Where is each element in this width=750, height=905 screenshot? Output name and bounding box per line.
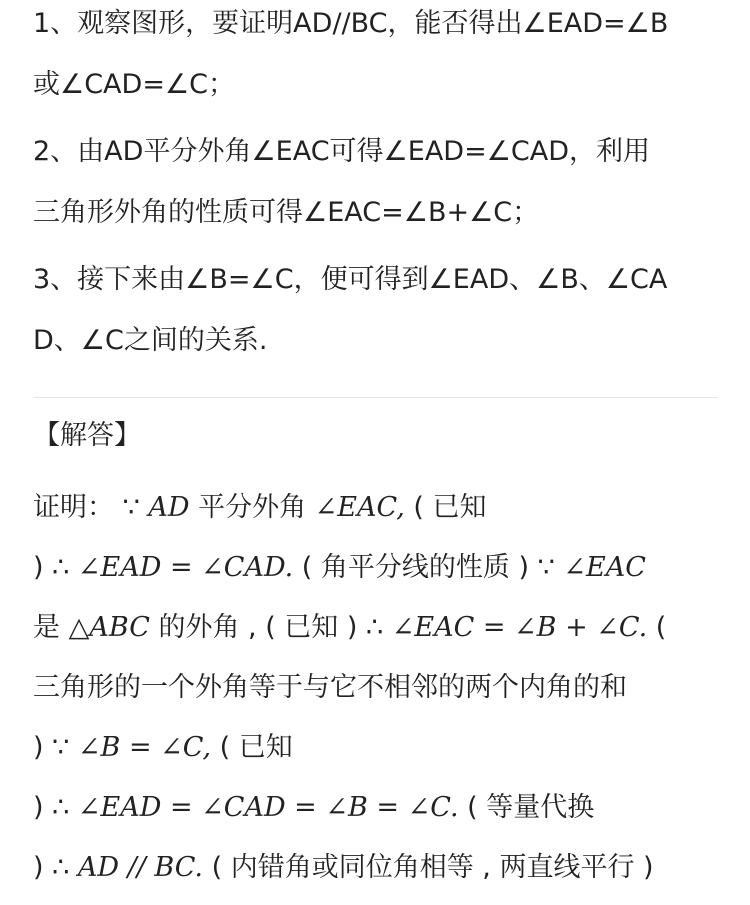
proof-block — [33, 478, 723, 898]
proof-math: ∠EAD = ∠CAD = ∠B = ∠C. — [77, 792, 459, 823]
proof-text: 是 △ — [33, 612, 90, 643]
proof-line-4 — [33, 658, 723, 718]
proof-text: ) ∴ — [33, 792, 78, 823]
proof-text: ( 已知 — [404, 492, 487, 523]
proof-math: ABC — [89, 612, 150, 643]
analysis-step-3-line-2: D、∠C之间的关系. — [33, 325, 268, 356]
proof-line-6 — [33, 778, 723, 838]
proof-text: 证明： ∵ — [33, 492, 149, 523]
proof-line-5 — [33, 718, 723, 778]
proof-math: ∠B = ∠C, — [77, 732, 212, 763]
proof-math: ∠EAC, — [314, 492, 405, 523]
solution-page — [33, 0, 723, 883]
proof-text: ) ∵ — [33, 732, 78, 763]
proof-text: ( 内错角或同位角相等 , 两直线平行 ) — [203, 852, 654, 883]
proof-text: ( 等量代换 — [458, 792, 595, 823]
proof-text: 的外角 , ( 已知 ) ∴ — [149, 612, 392, 643]
analysis-step-3-line-1: 3、接下来由∠B=∠C，便可得到∠EAD、∠B、∠CA — [33, 264, 668, 295]
analysis-step-2-line-1: 2、由AD平分外角∠EAC可得∠EAD=∠CAD，利用 — [33, 136, 651, 167]
analysis-section — [33, 0, 723, 371]
proof-text: ( 角平分线的性质 ) ∵ — [293, 552, 564, 583]
analysis-step-1 — [33, 0, 723, 115]
proof-text: ( — [647, 612, 667, 643]
analysis-step-3 — [33, 249, 723, 371]
proof-text: ( 已知 — [211, 732, 293, 763]
proof-text: 三角形的一个外角等于与它不相邻的两个内角的和 — [33, 672, 627, 703]
proof-text: 平分外角 — [189, 492, 315, 523]
proof-text: ) ∴ — [33, 852, 78, 883]
proof-line-1 — [33, 478, 723, 538]
proof-line-7 — [33, 838, 723, 898]
analysis-step-2-line-2: 三角形外角的性质可得∠EAC=∠B+∠C； — [33, 197, 540, 228]
proof-line-3 — [33, 598, 723, 658]
analysis-step-1-line-1: 1、观察图形，要证明AD//BC，能否得出∠EAD=∠B — [33, 8, 669, 39]
proof-math: ∠EAC = ∠B + ∠C. — [391, 612, 648, 643]
proof-math: ∠EAD = ∠CAD. — [77, 552, 294, 583]
analysis-step-1-line-2: 或∠CAD=∠C； — [33, 69, 235, 100]
answer-header: 【解答】 — [33, 420, 141, 451]
proof-text: ) ∴ — [33, 552, 78, 583]
section-divider — [33, 397, 718, 398]
proof-math: ∠EAC — [563, 552, 646, 583]
proof-math: AD // BC. — [77, 852, 204, 883]
proof-math: AD — [148, 492, 190, 523]
proof-line-2 — [33, 538, 723, 598]
analysis-step-2 — [33, 121, 723, 243]
